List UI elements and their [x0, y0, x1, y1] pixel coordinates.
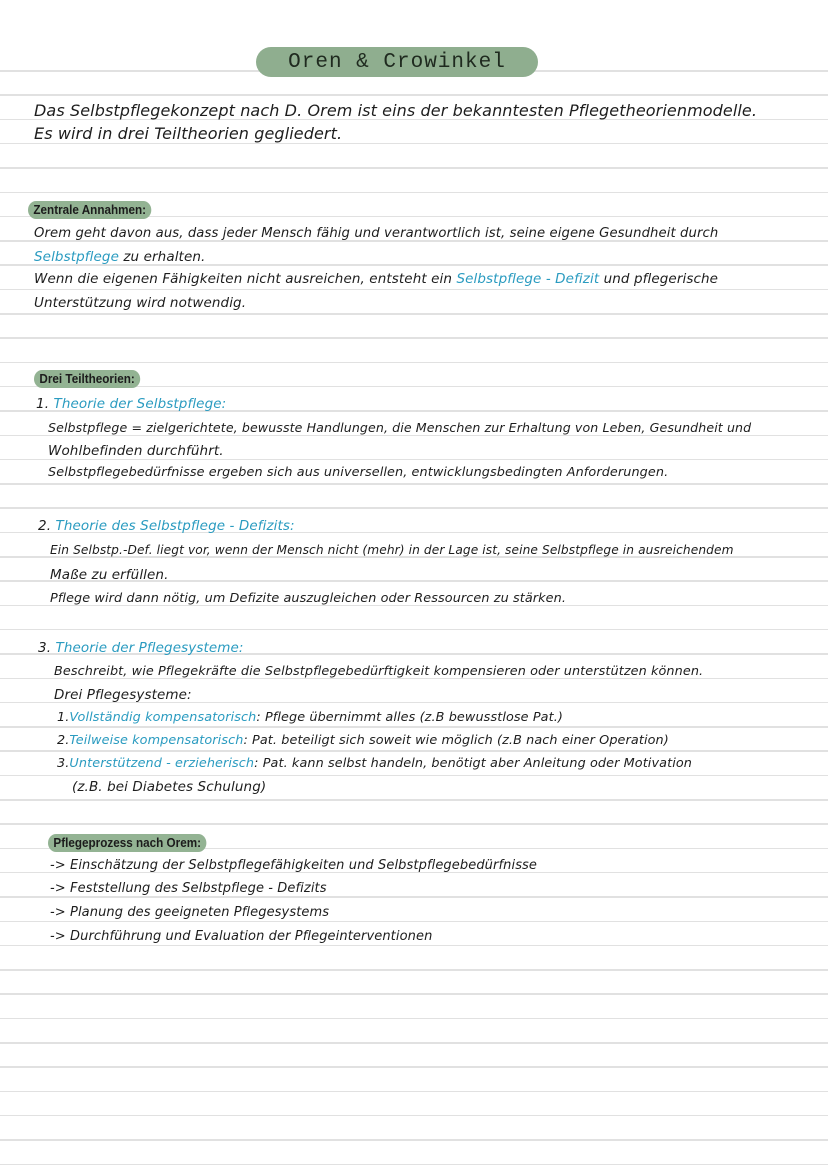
pflegesystem-2-term: Teilweise kompensatorisch: [69, 733, 244, 748]
ruled-line: [0, 726, 828, 728]
ruled-line: [0, 337, 828, 339]
ruled-line: [0, 1066, 828, 1068]
ruled-line: [0, 799, 828, 801]
theory-2-number: 2.: [38, 518, 52, 534]
annahmen-line-3-pre: Wenn die eigenen Fähigkeiten nicht ausreichen, entsteht ein: [34, 271, 457, 287]
theory-2-title: Theorie des Selbstpflege - Defizits:: [55, 518, 295, 534]
ruled-line: [0, 362, 828, 364]
pflegesystem-item-3: [57, 756, 692, 771]
pflegesystem-1-term: Vollständig kompensatorisch: [69, 710, 257, 725]
pflegesystem-item-3-continuation: (z.B. bei Diabetes Schulung): [72, 779, 267, 795]
theory-3-title: Theorie der Pflegesysteme:: [55, 640, 244, 656]
intro-line-2: Es wird in drei Teiltheorien gegliedert.: [34, 124, 343, 143]
intro-line-1: Das Selbstpflegekonzept nach D. Orem ist eins der bekanntesten Pflegetheorienmodelle.: [34, 101, 758, 120]
pflegeprozess-step-4: -> Durchführung und Evaluation der Pflegeinterventionen: [50, 929, 433, 944]
ruled-line: [0, 823, 828, 825]
pflegesystem-2-number: 2.: [57, 733, 70, 748]
ruled-line: [0, 1139, 828, 1141]
pflegesystem-3-term: Unterstützend - erzieherisch: [69, 756, 255, 771]
pflegesystem-1-text: : Pflege übernimmt alles (z.B bewusstlose Pat.): [256, 710, 563, 725]
ruled-line: [0, 167, 828, 169]
ruled-line: [0, 775, 828, 777]
theory-1-number: 1.: [36, 396, 50, 412]
ruled-line: [0, 289, 828, 291]
ruled-line: [0, 483, 828, 485]
annahmen-line-3-post: und pflegerische: [599, 271, 719, 287]
ruled-line: [0, 1115, 828, 1117]
ruled-line: [0, 750, 828, 752]
ruled-line: [0, 192, 828, 194]
annahmen-line-3: [34, 271, 718, 287]
theory-3-heading: [38, 640, 244, 656]
annahmen-line-2-rest: zu erhalten.: [118, 249, 206, 265]
annahmen-line-2: [34, 249, 205, 265]
ruled-line: [0, 896, 828, 898]
ruled-line: [0, 921, 828, 923]
section-heading-pflegeprozess: Pflegeprozess nach Orem:: [48, 834, 206, 852]
theory-3-line-2: Drei Pflegesysteme:: [54, 687, 192, 703]
pflegeprozess-step-2: -> Feststellung des Selbstpflege - Defizits: [50, 881, 327, 896]
theory-1-line-3: Selbstpflegebedürfnisse ergeben sich aus universellen, entwicklungsbedingten Anforderungen.: [48, 465, 669, 480]
pflegesystem-2-text: : Pat. beteiligt sich soweit wie möglich (z.B nach einer Operation): [243, 733, 669, 748]
theory-2-line-3: Pflege wird dann nötig, um Defizite auszugleichen oder Ressourcen zu stärken.: [50, 591, 567, 606]
ruled-line: [0, 993, 828, 995]
theory-2-heading: [38, 518, 295, 534]
annahmen-line-4: Unterstützung wird notwendig.: [34, 295, 247, 311]
ruled-line: [0, 143, 828, 145]
page-title: Oren & Crowinkel: [256, 47, 538, 77]
pflegesystem-3-text: : Pat. kann selbst handeln, benötigt aber Anleitung oder Motivation: [254, 756, 692, 771]
theory-3-line-1: Beschreibt, wie Pflegekräfte die Selbstpflegebedürftigkeit kompensieren oder unterstützen können.: [54, 664, 704, 679]
ruled-line: [0, 1018, 828, 1020]
pflegesystem-item-1: [57, 710, 563, 725]
pflegeprozess-step-3: -> Planung des geeigneten Pflegesystems: [50, 905, 330, 920]
theory-2-line-1: Ein Selbstp.-Def. liegt vor, wenn der Mensch nicht (mehr) in der Lage ist, seine Selbstpflege in ausreichendem: [50, 543, 734, 557]
theory-2-line-2: Maße zu erfüllen.: [50, 567, 169, 583]
pflegeprozess-step-1: -> Einschätzung der Selbstpflegefähigkeiten und Selbstpflegebedürfnisse: [50, 858, 538, 873]
ruled-line: [0, 459, 828, 461]
ruled-line: [0, 969, 828, 971]
term-selbstpflege: Selbstpflege: [34, 249, 119, 265]
theory-3-number: 3.: [38, 640, 52, 656]
ruled-line: [0, 1091, 828, 1093]
theory-1-line-1: Selbstpflege = zielgerichtete, bewusste Handlungen, die Menschen zur Erhaltung von Leben, Gesundheit und: [48, 420, 752, 435]
section-heading-zentrale-annahmen: Zentrale Annahmen:: [28, 201, 151, 219]
theory-1-title: Theorie der Selbstpflege:: [53, 396, 227, 412]
ruled-line: [0, 94, 828, 96]
term-selbstpflege-defizit: Selbstpflege - Defizit: [456, 271, 600, 287]
theory-1-line-2: Wohlbefinden durchführt.: [48, 443, 224, 459]
pflegesystem-1-number: 1.: [57, 710, 70, 725]
section-heading-drei-teiltheorien: Drei Teiltheorien:: [34, 370, 140, 388]
pflegesystem-3-number: 3.: [57, 756, 70, 771]
theory-1-heading: [36, 396, 226, 412]
ruled-line: [0, 313, 828, 315]
ruled-line: [0, 1042, 828, 1044]
ruled-line: [0, 507, 828, 509]
ruled-line: [0, 629, 828, 631]
ruled-line: [0, 1164, 828, 1166]
pflegesystem-item-2: [57, 733, 669, 748]
ruled-line: [0, 945, 828, 947]
annahmen-line-1: Orem geht davon aus, dass jeder Mensch fähig und verantwortlich ist, seine eigene Gesundheit durch: [34, 226, 719, 241]
